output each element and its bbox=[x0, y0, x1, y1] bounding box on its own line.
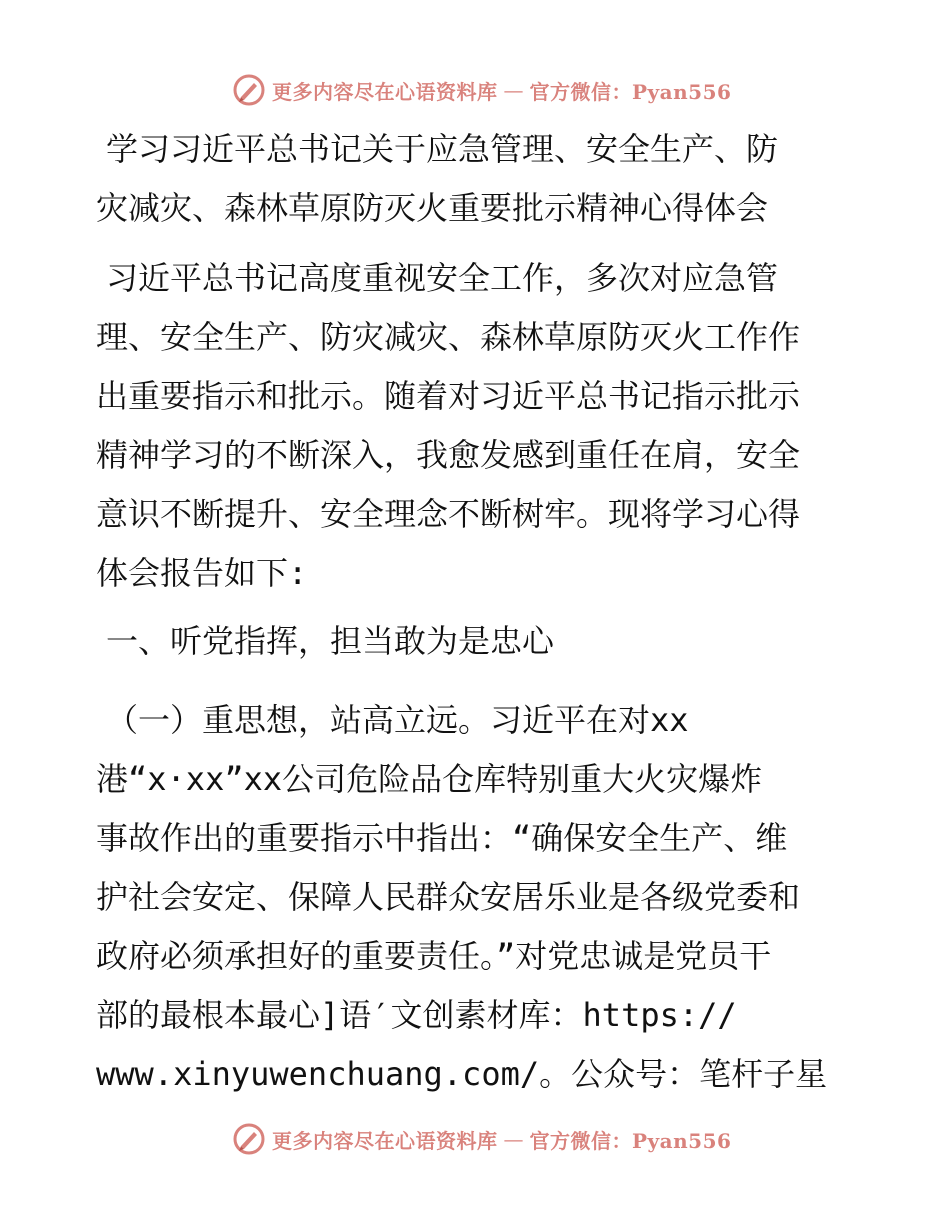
section-heading bbox=[96, 612, 856, 671]
paragraph-line: 港“x·xx”xx公司危险品仓库特别重大火灾爆炸 bbox=[96, 760, 763, 798]
watermark-contact: 官方微信：Pyan556 bbox=[529, 79, 732, 104]
watermark-header bbox=[232, 72, 731, 108]
paragraph-line: 理、安全生产、防灾减灾、森林草原防灭火工作作 bbox=[96, 318, 801, 356]
paragraph-line: 部的最根本最心]语′文创素材库：https:// bbox=[96, 996, 737, 1034]
pen-logo-icon bbox=[232, 73, 266, 107]
section-heading-text: 一、听党指挥，担当敢为是忠心 bbox=[106, 622, 555, 660]
paragraph-line: 习近平总书记高度重视安全工作，多次对应急管 bbox=[106, 259, 779, 297]
paragraph-line: 出重要指示和批示。随着对习近平总书记指示批示 bbox=[96, 377, 801, 415]
watermark-contact: 官方微信：Pyan556 bbox=[529, 1128, 732, 1153]
paragraph-line: 护社会安定、保障人民群众安居乐业是各级党委和 bbox=[96, 878, 801, 916]
watermark-separator: — bbox=[503, 1127, 524, 1151]
document-title bbox=[96, 120, 856, 238]
paragraph-line: 体会报告如下: bbox=[96, 554, 308, 592]
paragraph-line: 事故作出的重要指示中指出：“确保安全生产、维 bbox=[96, 819, 788, 857]
paragraph-line: 精神学习的不断深入，我愈发感到重任在肩，安全 bbox=[96, 436, 801, 474]
intro-paragraph bbox=[96, 249, 856, 603]
watermark-text: 更多内容尽在心语资料库 bbox=[272, 1128, 498, 1153]
paragraph-line: 政府必须承担好的重要责任。”对党忠诚是党员干 bbox=[96, 937, 772, 975]
title-line: 学习习近平总书记关于应急管理、安全生产、防 bbox=[106, 130, 779, 168]
subsection-paragraph bbox=[96, 691, 856, 1104]
paragraph-line: 意识不断提升、安全理念不断树牢。现将学习心得 bbox=[96, 495, 801, 533]
watermark-footer bbox=[232, 1121, 731, 1157]
title-line: 灾减灾、森林草原防灭火重要批示精神心得体会 bbox=[96, 189, 769, 227]
paragraph-line: www.xinyuwenchuang.com/。公众号：笔杆子星 bbox=[96, 1055, 828, 1093]
pen-logo-icon bbox=[232, 1122, 266, 1156]
watermark-separator: — bbox=[503, 78, 524, 102]
paragraph-line: （一）重思想，站高立远。习近平在对xx bbox=[106, 701, 689, 739]
watermark-text: 更多内容尽在心语资料库 bbox=[272, 79, 498, 104]
